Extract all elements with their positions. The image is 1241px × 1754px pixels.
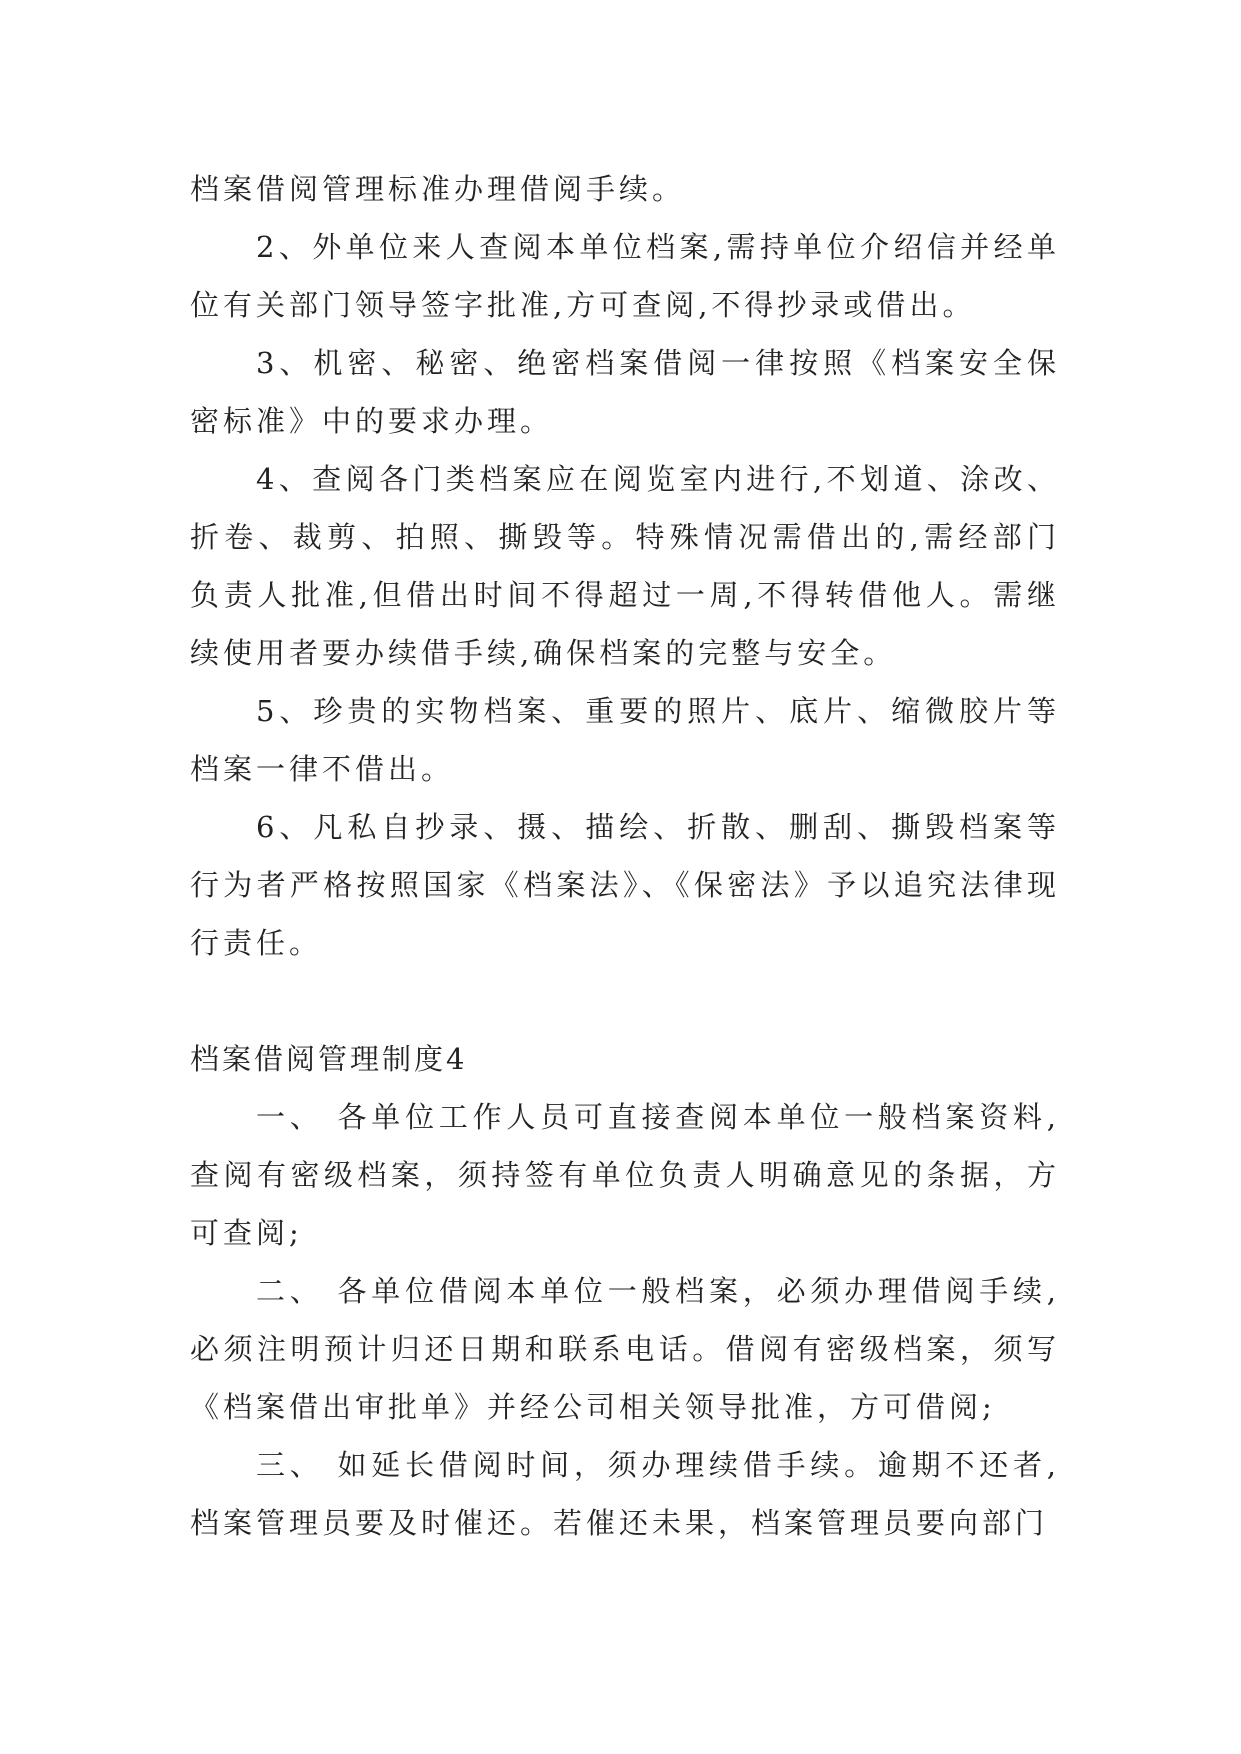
paragraph-clause-1: 一、 各单位工作人员可直接查阅本单位一般档案资料,查阅有密级档案，须持签有单位负责人明确意见的条据，方可查阅; <box>190 1100 1060 1250</box>
paragraph-rule-2: 2、外单位来人查阅本单位档案,需持单位介绍信并经单位有关部门领导签字批准,方可查阅,不得抄录或借出。 <box>190 230 1060 322</box>
paragraph-clause-3: 三、 如延长借阅时间，须办理续借手续。逾期不还者,档案管理员要及时催还。若催还未果，档案管理员要向部门 <box>190 1448 1060 1540</box>
paragraph-rule-6: 6、凡私自抄录、摄、描绘、折散、删刮、撕毁档案等行为者严格按照国家《档案法》、《保密法》予以追究法律现行责任。 <box>190 810 1060 960</box>
document-body <box>190 160 1060 1552</box>
paragraph-rule-4: 4、查阅各门类档案应在阅览室内进行,不划道、涂改、折卷、裁剪、拍照、撕毁等。特殊情况需借出的,需经部门负责人批准,但借出时间不得超过一周,不得转借他人。需继续使用者要办续借手续,确保档案的完整与安全。 <box>190 462 1060 670</box>
section-spacer <box>190 972 1060 1030</box>
paragraph-rule-3: 3、机密、秘密、绝密档案借阅一律按照《档案安全保密标准》中的要求办理。 <box>190 346 1060 438</box>
paragraph-rule-5: 5、珍贵的实物档案、重要的照片、底片、缩微胶片等档案一律不借出。 <box>190 694 1060 786</box>
paragraph-continuation: 档案借阅管理标准办理借阅手续。 <box>190 172 686 206</box>
paragraph-clause-2: 二、 各单位借阅本单位一般档案，必须办理借阅手续,必须注明预计归还日期和联系电话。借阅有密级档案，须写《档案借出审批单》并经公司相关领导批准，方可借阅; <box>190 1274 1060 1424</box>
section-heading: 档案借阅管理制度4 <box>190 1042 468 1076</box>
